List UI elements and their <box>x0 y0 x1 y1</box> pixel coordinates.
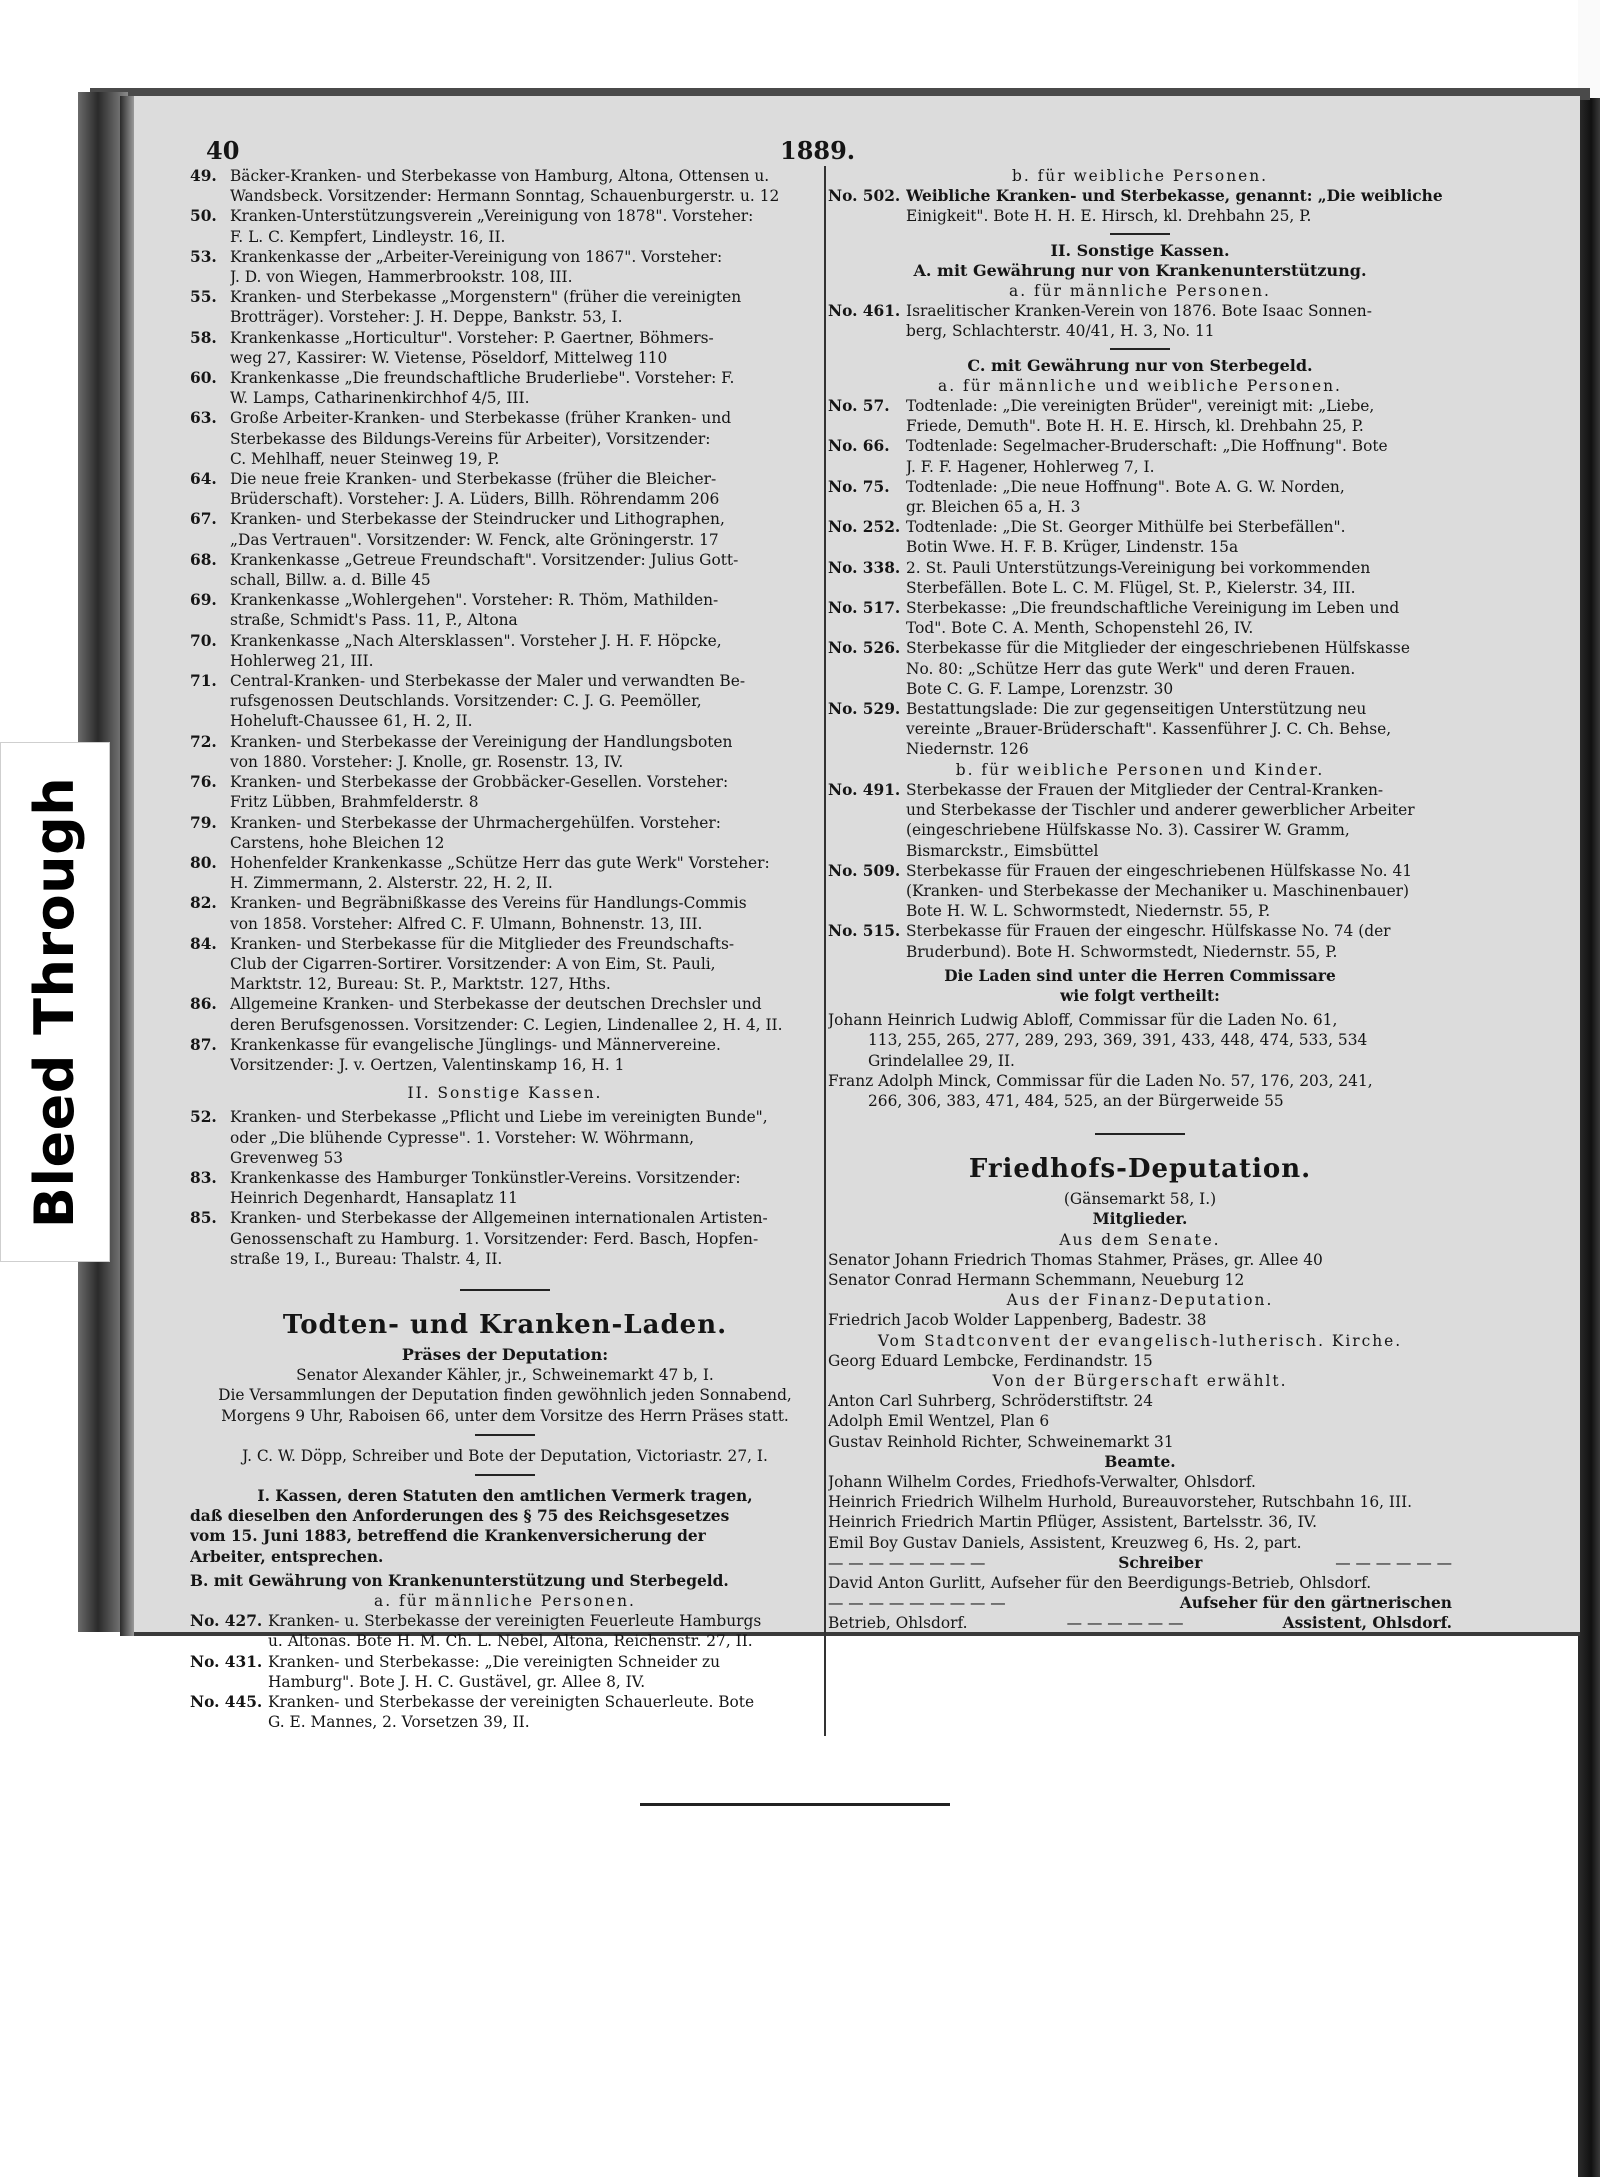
section-sonstige-kassen: II. Sonstige Kassen. <box>407 1084 603 1103</box>
list-item <box>190 1692 820 1732</box>
entry-number: No. 529. <box>828 700 901 719</box>
entry-line: Fritz Lübben, Brahmfelderstr. 8 <box>230 793 479 812</box>
section-rule <box>460 1289 550 1291</box>
list-item <box>828 517 1452 557</box>
senat-heading: Aus dem Senate. <box>1059 1230 1221 1249</box>
entry-line: Grevenweg 53 <box>230 1148 344 1167</box>
list-item <box>190 1611 820 1651</box>
meeting-line: Die Versammlungen der Deputation finden gewöhnlich jeden Sonnabend, <box>218 1386 792 1405</box>
entry-text <box>906 921 1452 961</box>
left-column <box>190 166 820 1732</box>
commissar-line: Johann Heinrich Ludwig Abloff, Commissar für die Laden No. 61, <box>828 1011 1338 1030</box>
section-I-heading <box>190 1486 820 1567</box>
list-item <box>828 861 1452 922</box>
list-item <box>190 1652 820 1692</box>
entry-text <box>230 1208 820 1269</box>
entry-line: Große Arbeiter-Kranken- und Sterbekasse (früher Kranken- und <box>230 409 732 428</box>
entry-line: Kranken-Unterstützungsverein „Vereinigung von 1878". Vorsteher: <box>230 207 754 226</box>
entry-line: Kranken- und Sterbekasse der Allgemeinen internationalen Artisten- <box>230 1209 768 1228</box>
entry-text <box>230 590 820 630</box>
sterbegeld-list <box>828 396 1452 760</box>
entry-line: Krankenkasse der „Arbeiter-Vereinigung von 1867". Vorsteher: <box>230 247 723 266</box>
frauen-list <box>828 780 1452 962</box>
section-rule <box>475 1474 535 1476</box>
entry-line: Sterbekasse für Frauen der eingeschriebenen Hülfskasse No. 41 <box>906 861 1413 880</box>
entry-line: Kranken- und Sterbekasse „Morgenstern" (früher die vereinigten <box>230 288 742 307</box>
entry-line: H. Zimmermann, 2. Alsterstr. 22, H. 2, II. <box>230 874 553 893</box>
buerger-line: Gustav Reinhold Richter, Schweinemarkt 31 <box>828 1432 1174 1451</box>
entry-line: Sterbekasse: „Die freundschaftliche Vereinigung im Leben und <box>906 599 1400 618</box>
entry-line: deren Berufsgenossen. Vorsitzender: C. Legien, Lindenallee 2, H. 4, II. <box>230 1015 783 1034</box>
entry-line: Sterbekasse der Frauen der Mitglieder der Central-Kranken- <box>906 780 1384 799</box>
entry-line: und Sterbekasse der Tischler und anderer gewerblicher Arbeiter <box>906 801 1415 820</box>
list-item <box>190 469 820 509</box>
section-rule <box>1110 233 1170 235</box>
entry-line: Botin Wwe. H. F. B. Krüger, Lindenstr. 15a <box>906 538 1239 557</box>
friedhof-title: Friedhofs-Deputation. <box>968 1154 1312 1185</box>
entry-line: u. Altonas. Bote H. M. Ch. L. Nebel, Altona, Reichenstr. 27, II. <box>268 1632 753 1651</box>
list-item <box>190 853 820 893</box>
section-I-line: daß dieselben den Anforderungen des § 75 des Reichsgesetzes <box>190 1507 730 1526</box>
beamte-line: Johann Wilhelm Cordes, Friedhofs-Verwalter, Ohlsdorf. <box>828 1472 1256 1491</box>
praeses-heading: Präses der Deputation: <box>401 1344 609 1364</box>
entry-number: 86. <box>190 995 217 1014</box>
page-number: 40 <box>206 136 240 165</box>
entry-line: „Das Vertrauen". Vorsitzender: W. Fenck, alte Gröningerstr. 17 <box>230 530 719 549</box>
entry-line: Hohlerweg 21, III. <box>230 651 374 670</box>
entry-number: 64. <box>190 470 217 489</box>
entry-line: schall, Billw. a. d. Bille 45 <box>230 571 431 590</box>
entry-line: Kranken- und Sterbekasse der Grobbäcker-Gesellen. Vorsteher: <box>230 773 729 792</box>
aufseher2-label: Aufseher für den gärtnerischen <box>1179 1594 1452 1613</box>
entry-line: Krankenkasse „Horticultur". Vorsteher: P. Gaertner, Böhmers- <box>230 328 714 347</box>
subsection-b-wk: b. für weibliche Personen und Kinder. <box>955 760 1325 779</box>
entry-number: 76. <box>190 773 217 792</box>
friedhof-address: (Gänsemarkt 58, I.) <box>1063 1190 1217 1209</box>
section-I-line: vom 15. Juni 1883, betreffend die Krankenversicherung der <box>190 1527 706 1546</box>
entry-line: Club der Cigarren-Sortirer. Vorsitzender: A von Eim, St. Pauli, <box>230 954 716 973</box>
entry-number: No. 338. <box>828 558 901 577</box>
entry-text <box>906 517 1452 557</box>
entry-number: No. 502. <box>828 187 901 206</box>
entry-line: Kranken- und Sterbekasse der vereinigten Schauerleute. Bote <box>268 1693 755 1712</box>
entry-line: weg 27, Kassirer: W. Vietense, Pöseldorf, Mittelweg 110 <box>230 348 668 367</box>
entry-line: Krankenkasse „Wohlergehen". Vorsteher: R. Thöm, Mathilden- <box>230 591 719 610</box>
entry-text <box>230 328 820 368</box>
entry-number: 50. <box>190 207 217 226</box>
list-item <box>190 509 820 549</box>
entry-line: Friede, Demuth". Bote H. H. E. Hirsch, kl. Drehbahn 25, P. <box>906 417 1364 436</box>
list-item <box>828 396 1452 436</box>
entry-line: Kranken- und Begräbnißkasse des Vereins für Handlungs-Commis <box>230 894 747 913</box>
senat-line: Senator Conrad Hermann Schemmann, Neueburg 12 <box>828 1270 1245 1289</box>
list-item <box>190 590 820 630</box>
clerk-line: J. C. W. Döpp, Schreiber und Bote der Deputation, Victoriastr. 27, I. <box>242 1446 768 1465</box>
meeting-line: Morgens 9 Uhr, Raboisen 66, unter dem Vorsitze des Herrn Präses statt. <box>221 1406 789 1425</box>
entry-line: Krankenkasse für evangelische Jünglings- und Männervereine. <box>230 1035 721 1054</box>
entry-number: 80. <box>190 853 217 872</box>
entry-text <box>230 287 820 327</box>
entry-line: (eingeschriebene Hülfskasse No. 3). Cassirer W. Gramm, <box>906 821 1350 840</box>
entry-number: No. 75. <box>828 477 890 496</box>
laden-heading-line: wie folgt vertheilt: <box>1060 986 1220 1005</box>
entry-line: C. Mehlhaff, neuer Steinweg 19, P. <box>230 449 500 468</box>
list-item <box>190 671 820 732</box>
entry-line: Kranken- und Sterbekasse der Vereinigung der Handlungsboten <box>230 732 733 751</box>
finanz-heading: Aus der Finanz-Deputation. <box>1006 1291 1274 1310</box>
beamte-line: Heinrich Friedrich Martin Pflüger, Assistent, Bartelsstr. 36, IV. <box>828 1513 1317 1532</box>
entry-line: Todtenlade: Segelmacher-Bruderschaft: „Die Hoffnung". Bote <box>906 437 1388 456</box>
entry-text <box>906 598 1452 638</box>
entry-line: rufsgenossen Deutschlands. Vorsitzender: C. J. G. Peemöller, <box>230 692 702 711</box>
entry-number: 72. <box>190 732 217 751</box>
list-item <box>190 1107 820 1168</box>
list-item <box>190 368 820 408</box>
entry-number: No. 526. <box>828 639 901 658</box>
meeting-text <box>190 1385 820 1425</box>
list-item <box>828 921 1452 961</box>
praeses-line: Senator Alexander Kähler, jr., Schweinemarkt 47 b, I. <box>296 1366 714 1385</box>
entry-number: 60. <box>190 369 217 388</box>
entry-number: 67. <box>190 510 217 529</box>
section-I-line: Arbeiter, entsprechen. <box>190 1547 384 1566</box>
entry-line: Bäcker-Kranken- und Sterbekasse von Hamburg, Altona, Ottensen u. <box>230 167 770 185</box>
entry-line: Bote C. G. F. Lampe, Lorenzstr. 30 <box>906 679 1174 698</box>
entry-line: Hamburg". Bote J. H. C. Gustävel, gr. Allee 8, IV. <box>268 1672 646 1691</box>
entry-text <box>906 436 1452 476</box>
list-item <box>190 813 820 853</box>
scanner-edge-right <box>1578 0 1600 2177</box>
entry-line: Kranken- und Sterbekasse „Pflicht und Liebe im vereinigten Bunde", <box>230 1108 768 1127</box>
dash-leader: — — — — — — <box>1066 1614 1184 1633</box>
list-item <box>190 1035 820 1075</box>
entry-text <box>230 732 820 772</box>
entry-text <box>230 934 820 995</box>
entry-line: straße, Schmidt's Pass. 11, P., Altona <box>230 611 518 630</box>
list-item <box>190 994 820 1034</box>
entry-line: Genossenschaft zu Hamburg. 1. Vorsitzender: Ferd. Basch, Hopfen- <box>230 1229 759 1248</box>
entry-line: Kranken- und Sterbekasse: „Die vereinigten Schneider zu <box>268 1652 721 1671</box>
entry-number: No. 517. <box>828 599 901 618</box>
entry-line: Kranken- u. Sterbekasse der vereinigten Feuerleute Hamburgs <box>268 1612 762 1631</box>
entry-line: Brüderschaft). Vorsteher: J. A. Lüders, Billh. Röhrendamm 206 <box>230 490 720 509</box>
entry-line: Vorsitzender: J. v. Oertzen, Valentinskamp 16, H. 1 <box>230 1055 625 1074</box>
entry-line: Tod". Bote C. A. Menth, Schopenstehl 26, IV. <box>906 619 1254 638</box>
dash-leader: — — — — — — — — <box>828 1553 986 1572</box>
beamte-heading: Beamte. <box>1104 1452 1176 1471</box>
entry-text <box>230 368 820 408</box>
entry-number: No. 252. <box>828 518 901 537</box>
buerger-line: Adolph Emil Wentzel, Plan 6 <box>828 1412 1050 1431</box>
entry-line: Krankenkasse „Getreue Freundschaft". Vorsitzender: Julius Gott- <box>230 550 739 569</box>
entry-text <box>268 1652 820 1692</box>
entry-line: Bestattungslade: Die zur gegenseitigen Unterstützung neu <box>906 700 1367 719</box>
entry-number: No. 427. <box>190 1612 263 1631</box>
entry-line: Bismarckstr., Eimsbüttel <box>906 841 1099 860</box>
todten-title: Todten- und Kranken-Laden. <box>282 1309 728 1340</box>
entry-number: 68. <box>190 550 217 569</box>
section-rule <box>475 1434 535 1436</box>
kassen-list-2 <box>190 1107 820 1269</box>
list-item <box>190 934 820 995</box>
betrieb-line <box>828 1613 1452 1633</box>
entry-text <box>230 994 820 1034</box>
list-item <box>828 301 1452 341</box>
entry-number: 55. <box>190 288 217 307</box>
list-item <box>190 732 820 772</box>
entry-number: No. 57. <box>828 397 890 416</box>
entry-text <box>230 772 820 812</box>
buerger-heading: Von der Bürgerschaft erwählt. <box>992 1371 1288 1390</box>
entry-text <box>230 206 820 246</box>
list-item <box>190 206 820 246</box>
entry-number: 84. <box>190 934 217 953</box>
commissar-line: 113, 255, 265, 277, 289, 293, 369, 391, 433, 448, 474, 533, 534 <box>868 1031 1368 1050</box>
entry-number: 79. <box>190 813 217 832</box>
entry-line: Todtenlade: „Die St. Georger Mithülfe bei Sterbefällen". <box>906 518 1346 537</box>
list-item <box>190 631 820 671</box>
entry-line: berg, Schlachterstr. 40/41, H. 3, No. 11 <box>906 322 1215 341</box>
dash-leader: — — — — — — — — — <box>828 1594 1006 1613</box>
entry-text <box>230 509 820 549</box>
entry-number: 83. <box>190 1168 217 1187</box>
entry-line: Sterbefällen. Bote L. C. M. Flügel, St. P., Kielerstr. 34, III. <box>906 578 1356 597</box>
entry-text <box>906 396 1452 436</box>
entry-line: straße 19, I., Bureau: Thalstr. 4, II. <box>230 1249 503 1268</box>
entry-number: 70. <box>190 631 217 650</box>
entry-line: Israelitischer Kranken-Verein von 1876. Bote Isaac Sonnen- <box>906 302 1372 321</box>
entry-line: Todtenlade: „Die neue Hoffnung". Bote A. G. W. Norden, <box>906 477 1345 496</box>
entry-line: J. F. F. Hagener, Hohlerweg 7, I. <box>906 457 1155 476</box>
entry-line: Hoheluft-Chaussee 61, H. 2, II. <box>230 712 473 731</box>
entry-text <box>230 247 820 287</box>
section-B-heading: B. mit Gewährung von Krankenunterstützung und Sterbegeld. <box>190 1571 729 1590</box>
list-item <box>190 247 820 287</box>
entry-line: Einigkeit". Bote H. H. E. Hirsch, kl. Drehbahn 25, P. <box>906 207 1312 226</box>
entry-line: Carstens, hohe Bleichen 12 <box>230 833 445 852</box>
entry-line: oder „Die blühende Cypresse". 1. Vorsteher: W. Wöhrmann, <box>230 1128 694 1147</box>
entry-line: Niedernstr. 126 <box>906 740 1029 759</box>
schreiber-label: Schreiber <box>1118 1553 1203 1572</box>
commissar-2 <box>828 1071 1452 1111</box>
bleed-through-text: Bleed Through <box>23 776 87 1228</box>
entry-text <box>230 631 820 671</box>
entry-number: No. 509. <box>828 861 901 880</box>
subsection-a-maennlich: a. für männliche Personen. <box>374 1592 636 1610</box>
entry-text <box>906 558 1452 598</box>
schreiber-line <box>828 1553 1452 1573</box>
entry-line: G. E. Mannes, 2. Vorsetzen 39, II. <box>268 1713 530 1732</box>
senat-line: Senator Johann Friedrich Thomas Stahmer, Präses, gr. Allee 40 <box>828 1250 1323 1269</box>
entry-line: F. L. C. Kempfert, Lindleystr. 16, II. <box>230 227 506 246</box>
entry-text <box>230 853 820 893</box>
entry-line: Allgemeine Kranken- und Sterbekasse der deutschen Drechsler und <box>230 995 762 1014</box>
entry-text <box>230 1107 820 1168</box>
assistent-label: Assistent, Ohlsdorf. <box>1282 1614 1452 1633</box>
subsection-b-weiblich: b. für weibliche Personen. <box>1011 167 1269 185</box>
section-C-heading: C. mit Gewährung nur von Sterbegeld. <box>967 355 1313 375</box>
entry-number: 85. <box>190 1209 217 1228</box>
entry-text <box>906 186 1452 226</box>
entry-line: von 1880. Vorsteher: J. Knolle, gr. Rosenstr. 13, IV. <box>230 752 624 771</box>
entry-number: 49. <box>190 167 217 185</box>
list-item <box>190 408 820 469</box>
entry-number: 63. <box>190 409 217 428</box>
entry-number: 69. <box>190 591 217 610</box>
entry-line: Bruderbund). Bote H. Schwormstedt, Niedernstr. 55, P. <box>906 942 1338 961</box>
entry-number: No. 461. <box>828 302 901 321</box>
entry-number: No. 445. <box>190 1693 263 1712</box>
list-item <box>828 436 1452 476</box>
buerger-line: Anton Carl Suhrberg, Schröderstiftstr. 24 <box>828 1392 1154 1411</box>
list-item <box>190 772 820 812</box>
entry-number: No. 491. <box>828 780 901 799</box>
entry-number: 87. <box>190 1035 217 1054</box>
entry-line: Brotträger). Vorsteher: J. H. Deppe, Bankstr. 53, I. <box>230 308 623 327</box>
entry-line: Hohenfelder Krankenkasse „Schütze Herr das gute Werk" Vorsteher: <box>230 853 770 872</box>
section-I-line: I. Kassen, deren Statuten den amtlichen Vermerk tragen, <box>257 1486 753 1505</box>
subsection-a-mw: a. für männliche und weibliche Personen. <box>938 376 1342 395</box>
entry-line: Weibliche Kranken- und Sterbekasse, genannt: „Die weibliche <box>906 187 1443 206</box>
list-item <box>828 186 1452 226</box>
entry-line: W. Lamps, Catharinenkirchhof 4/5, III. <box>230 389 530 408</box>
entry-text <box>230 671 820 732</box>
entry-text <box>268 1611 820 1651</box>
beamte-line: Heinrich Friedrich Wilhelm Hurhold, Bureauvorsteher, Rutschbahn 16, III. <box>828 1493 1413 1512</box>
entry-line: von 1858. Vorsteher: Alfred C. F. Ulmann, Bohnenstr. 13, III. <box>230 914 703 933</box>
finanz-line: Friedrich Jacob Wolder Lappenberg, Badestr. 38 <box>828 1311 1207 1330</box>
entry-line: Bote H. W. L. Schwormstedt, Niedernstr. 55, P. <box>906 902 1271 921</box>
aufseher2-line <box>828 1593 1452 1613</box>
entry-text <box>906 861 1452 922</box>
section-A-heading: A. mit Gewährung nur von Krankenunterstützung. <box>913 260 1367 280</box>
section-rule <box>1110 348 1170 350</box>
entry-text <box>906 780 1452 861</box>
entry-line: Sterbekasse für Frauen der eingeschr. Hülfskasse No. 74 (der <box>906 922 1391 941</box>
bleed-through-label <box>0 742 110 1262</box>
entry-text <box>906 301 1452 341</box>
entry-text <box>906 699 1452 760</box>
entry-text <box>268 1692 820 1732</box>
list-item <box>190 287 820 327</box>
entry-line: gr. Bleichen 65 a, H. 3 <box>906 498 1081 517</box>
section-rule <box>1095 1133 1185 1135</box>
kirche-heading: Vom Stadtconvent der evangelisch-lutherisch. Kirche. <box>877 1331 1403 1350</box>
list-item <box>190 328 820 368</box>
commissar-1 <box>828 1010 1452 1071</box>
entry-number: No. 515. <box>828 922 901 941</box>
list-item <box>828 780 1452 861</box>
beamte-line: Emil Boy Gustav Daniels, Assistent, Kreuzweg 6, Hs. 2, part. <box>828 1533 1302 1552</box>
list-item <box>190 1168 820 1208</box>
entry-line: 2. St. Pauli Unterstützungs-Vereinigung bei vorkommenden <box>906 558 1371 577</box>
entry-line: vereinte „Brauer-Brüderschaft". Kassenführer J. C. Ch. Behse, <box>906 720 1392 739</box>
entry-line: Krankenkasse „Die freundschaftliche Bruderliebe". Vorsteher: F. <box>230 369 735 388</box>
right-column <box>828 166 1452 1634</box>
entry-line: Kranken- und Sterbekasse der Uhrmachergehülfen. Vorsteher: <box>230 813 721 832</box>
commissar-line: 266, 306, 383, 471, 484, 525, an der Bürgerweide 55 <box>868 1091 1284 1110</box>
entry-text <box>230 408 820 469</box>
list-item <box>828 477 1452 517</box>
entry-text <box>230 893 820 933</box>
entry-number: 53. <box>190 247 217 266</box>
subsection-a-maennlich: a. für männliche Personen. <box>1009 282 1271 301</box>
list-item <box>190 166 820 206</box>
entry-line: Heinrich Degenhardt, Hansaplatz 11 <box>230 1189 518 1208</box>
friedhof-members: Mitglieder. <box>1092 1210 1188 1229</box>
page-year: 1889. <box>780 136 856 165</box>
entry-line: Die neue freie Kranken- und Sterbekasse (früher die Bleicher- <box>230 470 717 489</box>
kassen-list-1 <box>190 166 820 1075</box>
entry-line: No. 80: „Schütze Herr das gute Werk" und deren Frauen. <box>906 659 1356 678</box>
entry-line: Krankenkasse „Nach Altersklassen". Vorsteher J. H. F. Höpcke, <box>230 631 722 650</box>
entry-line: Marktstr. 12, Bureau: St. P., Marktstr. 127, Hths. <box>230 975 611 994</box>
scanner-edge-top-white <box>1578 0 1600 98</box>
entry-number: 71. <box>190 672 217 691</box>
entry-line: Sterbekasse für die Mitglieder der eingeschriebenen Hülfskasse <box>906 639 1410 658</box>
betrieb-label: Betrieb, Ohlsdorf. <box>828 1614 968 1633</box>
entry-text <box>230 1168 820 1208</box>
entry-text <box>906 638 1452 699</box>
entry-line: (Kranken- und Sterbekasse der Mechaniker u. Maschinenbauer) <box>906 881 1410 900</box>
list-item <box>828 558 1452 598</box>
entry-number: 52. <box>190 1108 217 1127</box>
list-item <box>828 699 1452 760</box>
aufseher-line: David Anton Gurlitt, Aufseher für den Beerdigungs-Betrieb, Ohlsdorf. <box>828 1574 1372 1592</box>
entry-line: Kranken- und Sterbekasse für die Mitglieder des Freundschafts- <box>230 934 735 953</box>
entry-line: Central-Kranken- und Sterbekasse der Maler und verwandten Be- <box>230 672 746 691</box>
entry-text <box>906 477 1452 517</box>
entry-text <box>230 1035 820 1075</box>
entry-text <box>230 813 820 853</box>
list-item <box>828 638 1452 699</box>
entry-text <box>230 550 820 590</box>
laden-heading-line: Die Laden sind unter die Herren Commissare <box>944 966 1336 985</box>
laden-heading <box>828 966 1452 1006</box>
list-item <box>190 893 820 933</box>
page-gutter <box>120 96 134 1636</box>
list-item <box>190 1208 820 1269</box>
column-divider <box>824 166 826 1736</box>
entry-line: Todtenlade: „Die vereinigten Brüder", vereinigt mit: „Liebe, <box>906 397 1375 416</box>
entry-number: No. 431. <box>190 1652 263 1671</box>
section-II-heading: II. Sonstige Kassen. <box>1050 240 1230 260</box>
todten-list <box>190 1611 820 1732</box>
entry-line: J. D. von Wiegen, Hammerbrookstr. 108, III. <box>230 268 573 287</box>
entry-number: 58. <box>190 328 217 347</box>
entry-text <box>230 469 820 509</box>
dash-leader: — — — — — — <box>1335 1553 1452 1572</box>
end-rule <box>640 1803 950 1806</box>
list-item <box>828 598 1452 638</box>
entry-line: Krankenkasse des Hamburger Tonkünstler-Vereins. Vorsitzender: <box>230 1168 741 1187</box>
commissar-line: Grindelallee 29, II. <box>868 1051 1015 1070</box>
entry-text <box>230 166 820 206</box>
commissar-line: Franz Adolph Minck, Commissar für die Laden No. 57, 176, 203, 241, <box>828 1071 1373 1090</box>
entry-line: Kranken- und Sterbekasse der Steindrucker und Lithographen, <box>230 510 725 529</box>
entry-line: Wandsbeck. Vorsitzender: Hermann Sonntag, Schauenburgerstr. u. 12 <box>230 187 780 206</box>
list-item <box>190 550 820 590</box>
entry-number: 82. <box>190 894 217 913</box>
entry-line: Sterbekasse des Bildungs-Vereins für Arbeiter), Vorsitzender: <box>230 429 711 448</box>
kirche-line: Georg Eduard Lembcke, Ferdinandstr. 15 <box>828 1351 1153 1370</box>
entry-number: No. 66. <box>828 437 890 456</box>
